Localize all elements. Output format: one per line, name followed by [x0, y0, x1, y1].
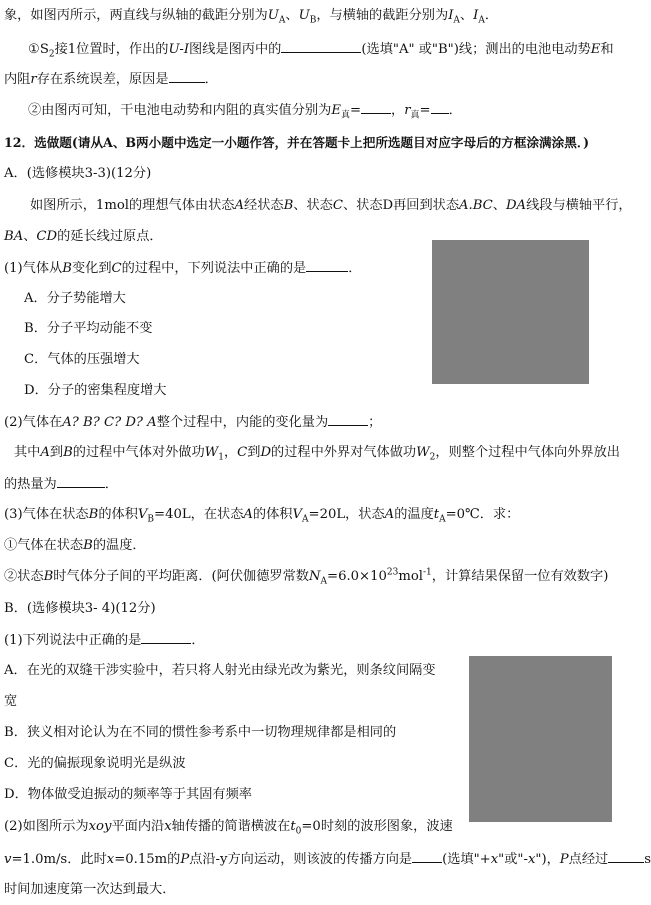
option-c: C．气体的压强增大 [24, 352, 140, 367]
answer-blank[interactable] [141, 631, 191, 644]
text-line-2: $①S_2$接1位置时，作出的U-I图线是图丙中的 (选填"A" 或"B")线；测出的电池电动势E和 [28, 42, 614, 60]
text-line-19: ②状态B时气体分子间的平均距离．(阿伏伽德罗常数$N_A=6.0\times 10^{23}mol^{-1}$，计算结果保留一位有效数字) [4, 567, 609, 587]
b-option-c: C．光的偏振现象说明光是纵波 [4, 756, 186, 771]
text-line-1: 象，如图丙所示，两直线与纵轴的截距分别为$U_A$、$U_B$，与横轴的截距分别为$I_A$、$I_A$． [4, 8, 498, 26]
answer-blank[interactable] [431, 101, 449, 114]
answer-blank[interactable] [328, 413, 368, 426]
text-line-17: (3)气体在状态B的体积$V_B=40L$，在状态A的体积$V_A=20L$，状态A的温度$t_A=0℃$．求： [4, 507, 520, 525]
option-d: D．分子的密集程度增大 [24, 383, 167, 398]
text-line-27: (2)如图所示为xoy平面内沿x轴传播的简谐横波在$t_0=0$时刻的波形图象，波速 [4, 819, 453, 837]
b-option-a: A．在光的双缝干涉实验中，若只将人射光由绿光改为紫光，则条纹间隔变 [4, 663, 436, 678]
answer-blank[interactable] [57, 475, 105, 488]
text-line-14: (2)气体在A? B? C? D? A整个过程中，内能的变化量为 ； [4, 415, 382, 430]
answer-blank[interactable] [608, 850, 644, 863]
text-line-9: (1)气体从B变化到C的过程中，下列说法中正确的是 ． [4, 261, 362, 276]
question-12-heading: 12．选做题(请从A、B两小题中选定一小题作答，并在答题卡上把所选题目对应字母后的方框涂满涂黑．) [4, 135, 590, 150]
text-line-7: 如图所示，1mol的理想气体由状态A经状态B、状态C、状态D再回到状态A.BC、DA线段与横轴平行， [30, 198, 632, 213]
text-line-3: 内阻r存在系统误差，原因是 ． [4, 72, 218, 87]
b-option-b: B．狭义相对论认为在不同的惯性参考系中一切物理规律都是相同的 [4, 725, 397, 740]
wave-figure [469, 656, 612, 822]
text-line-15: 其中A到B的过程中气体对外做功$W_1$，C到D的过程中外界对气体做功$W_2$，则整个过程中气体向外界放出 [14, 445, 620, 463]
text-line-8: BA、CD的延长线过原点． [4, 229, 163, 244]
gas-state-figure [432, 240, 589, 384]
text-line-16: 的热量为 ． [4, 477, 118, 492]
answer-blank[interactable] [169, 70, 205, 83]
b-option-a-cont: 宽 [4, 694, 18, 709]
module-b-heading: B．(选修模块3- 4)(12分) [4, 601, 156, 616]
answer-blank[interactable] [361, 101, 391, 114]
text-line-28: v=1.0m/s．此时x=0.15m的P点沿-y方向运动，则该波的传播方向是 (选填"+x"或"-x")，P点经过 s [4, 852, 651, 867]
module-a-heading: A．(选修模块3-3)(12分) [4, 166, 152, 181]
answer-blank[interactable] [306, 259, 348, 272]
text-line-29: 时间加速度第一次达到最大． [4, 882, 176, 897]
text-line-21: (1)下列说法中正确的是 ． [4, 633, 205, 648]
option-a: A．分子势能增大 [24, 291, 126, 306]
option-b: B．分子平均动能不变 [24, 321, 153, 336]
answer-blank[interactable] [412, 850, 442, 863]
text-line-4: ②由图丙可知，干电池电动势和内阻的真实值分别为$E_真=$ ，$r_真=$ ． [28, 103, 462, 121]
answer-blank[interactable] [281, 40, 361, 53]
text-line-18: ①气体在状态B的温度． [4, 538, 146, 553]
b-option-d: D．物体做受迫振动的频率等于其固有频率 [4, 787, 252, 802]
